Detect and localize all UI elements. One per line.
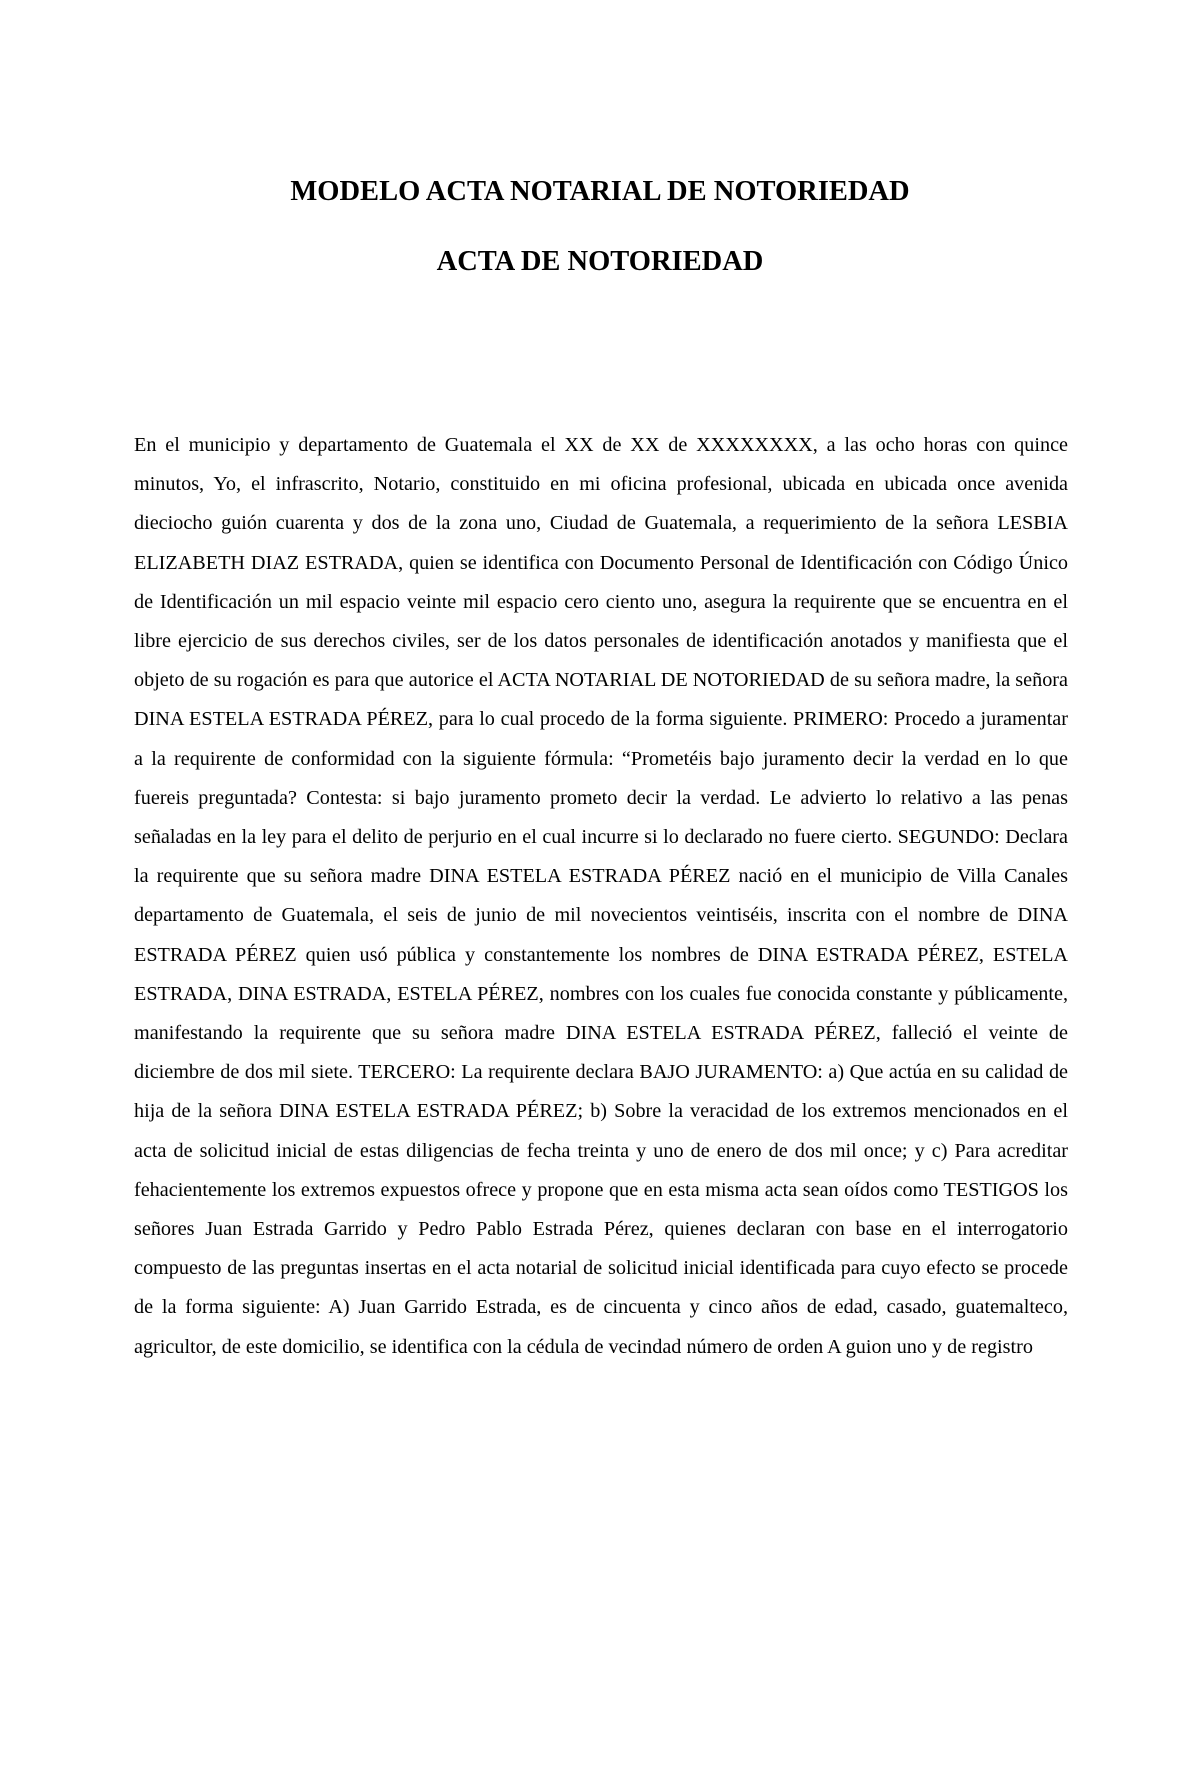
document-body-paragraph: En el municipio y departamento de Guatemala el XX de XX de XXXXXXXX, a las ocho horas con quince minutos, Yo, el infrascrito, Notario, constituido en mi oficina profesional, ubicada en ubicada once avenida dieciocho guión cuarenta y dos de la zona uno, Ciudad de Guatemala, a requerimiento de la señora LESBIA ELIZABETH DIAZ ESTRADA, quien se identifica con Documento Personal de Identificación con Código Único de Identificación un mil espacio veinte mil espacio cero ciento uno, asegura la requirente que se encuentra en el libre ejercicio de sus derechos civiles, ser de los datos personales de identificación anotados y manifiesta que el objeto de su rogación es para que autorice el ACTA NOTARIAL DE NOTORIEDAD de su señora madre, la señora DINA ESTELA ESTRADA PÉREZ, para lo cual procedo de la forma siguiente. PRIMERO: Procedo a juramentar a la requirente de conformidad con la siguiente fórmula: “Prometéis bajo juramento decir la verdad en lo que fuereis preguntada? Contesta: si bajo juramento prometo decir la verdad. Le advierto lo relativo a las penas señaladas en la ley para el delito de perjurio en el cual incurre si lo declarado no fuere cierto. SEGUNDO: Declara la requirente que su señora madre DINA ESTELA ESTRADA PÉREZ nació en el municipio de Villa Canales departamento de Guatemala, el seis de junio de mil novecientos veintiséis, inscrita con el nombre de DINA ESTRADA PÉREZ quien usó pública y constantemente los nombres de DINA ESTRADA PÉREZ, ESTELA ESTRADA, DINA ESTRADA, ESTELA PÉREZ, nombres con los cuales fue conocida constante y públicamente, manifestando la requirente que su señora madre DINA ESTELA ESTRADA PÉREZ, falleció el veinte de diciembre de dos mil siete. TERCERO: La requirente declara BAJO JURAMENTO: a) Que actúa en su calidad de hija de la señora DINA ESTELA ESTRADA PÉREZ; b) Sobre la veracidad de los extremos mencionados en el acta de solicitud inicial de estas diligencias de fecha treinta y uno de enero de dos mil once; y c) Para acreditar fehacientemente los extremos expuestos ofrece y propone que en esta misma acta sean oídos como TESTIGOS los señores Juan Estrada Garrido y Pedro Pablo Estrada Pérez, quienes declaran con base en el interrogatorio compuesto de las preguntas insertas en el acta notarial de solicitud inicial identificada para cuyo efecto se procede de la forma siguiente: A) Juan Garrido Estrada, es de cincuenta y cinco años de edad, casado, guatemalteco, agricultor, de este domicilio, se identifica con la cédula de vecindad número de orden A guion uno y de registro <box>134 434 1068 1358</box>
document-subtitle: ACTA DE NOTORIEDAD <box>436 246 764 277</box>
document-title: MODELO ACTA NOTARIAL DE NOTORIEDAD <box>290 176 910 207</box>
